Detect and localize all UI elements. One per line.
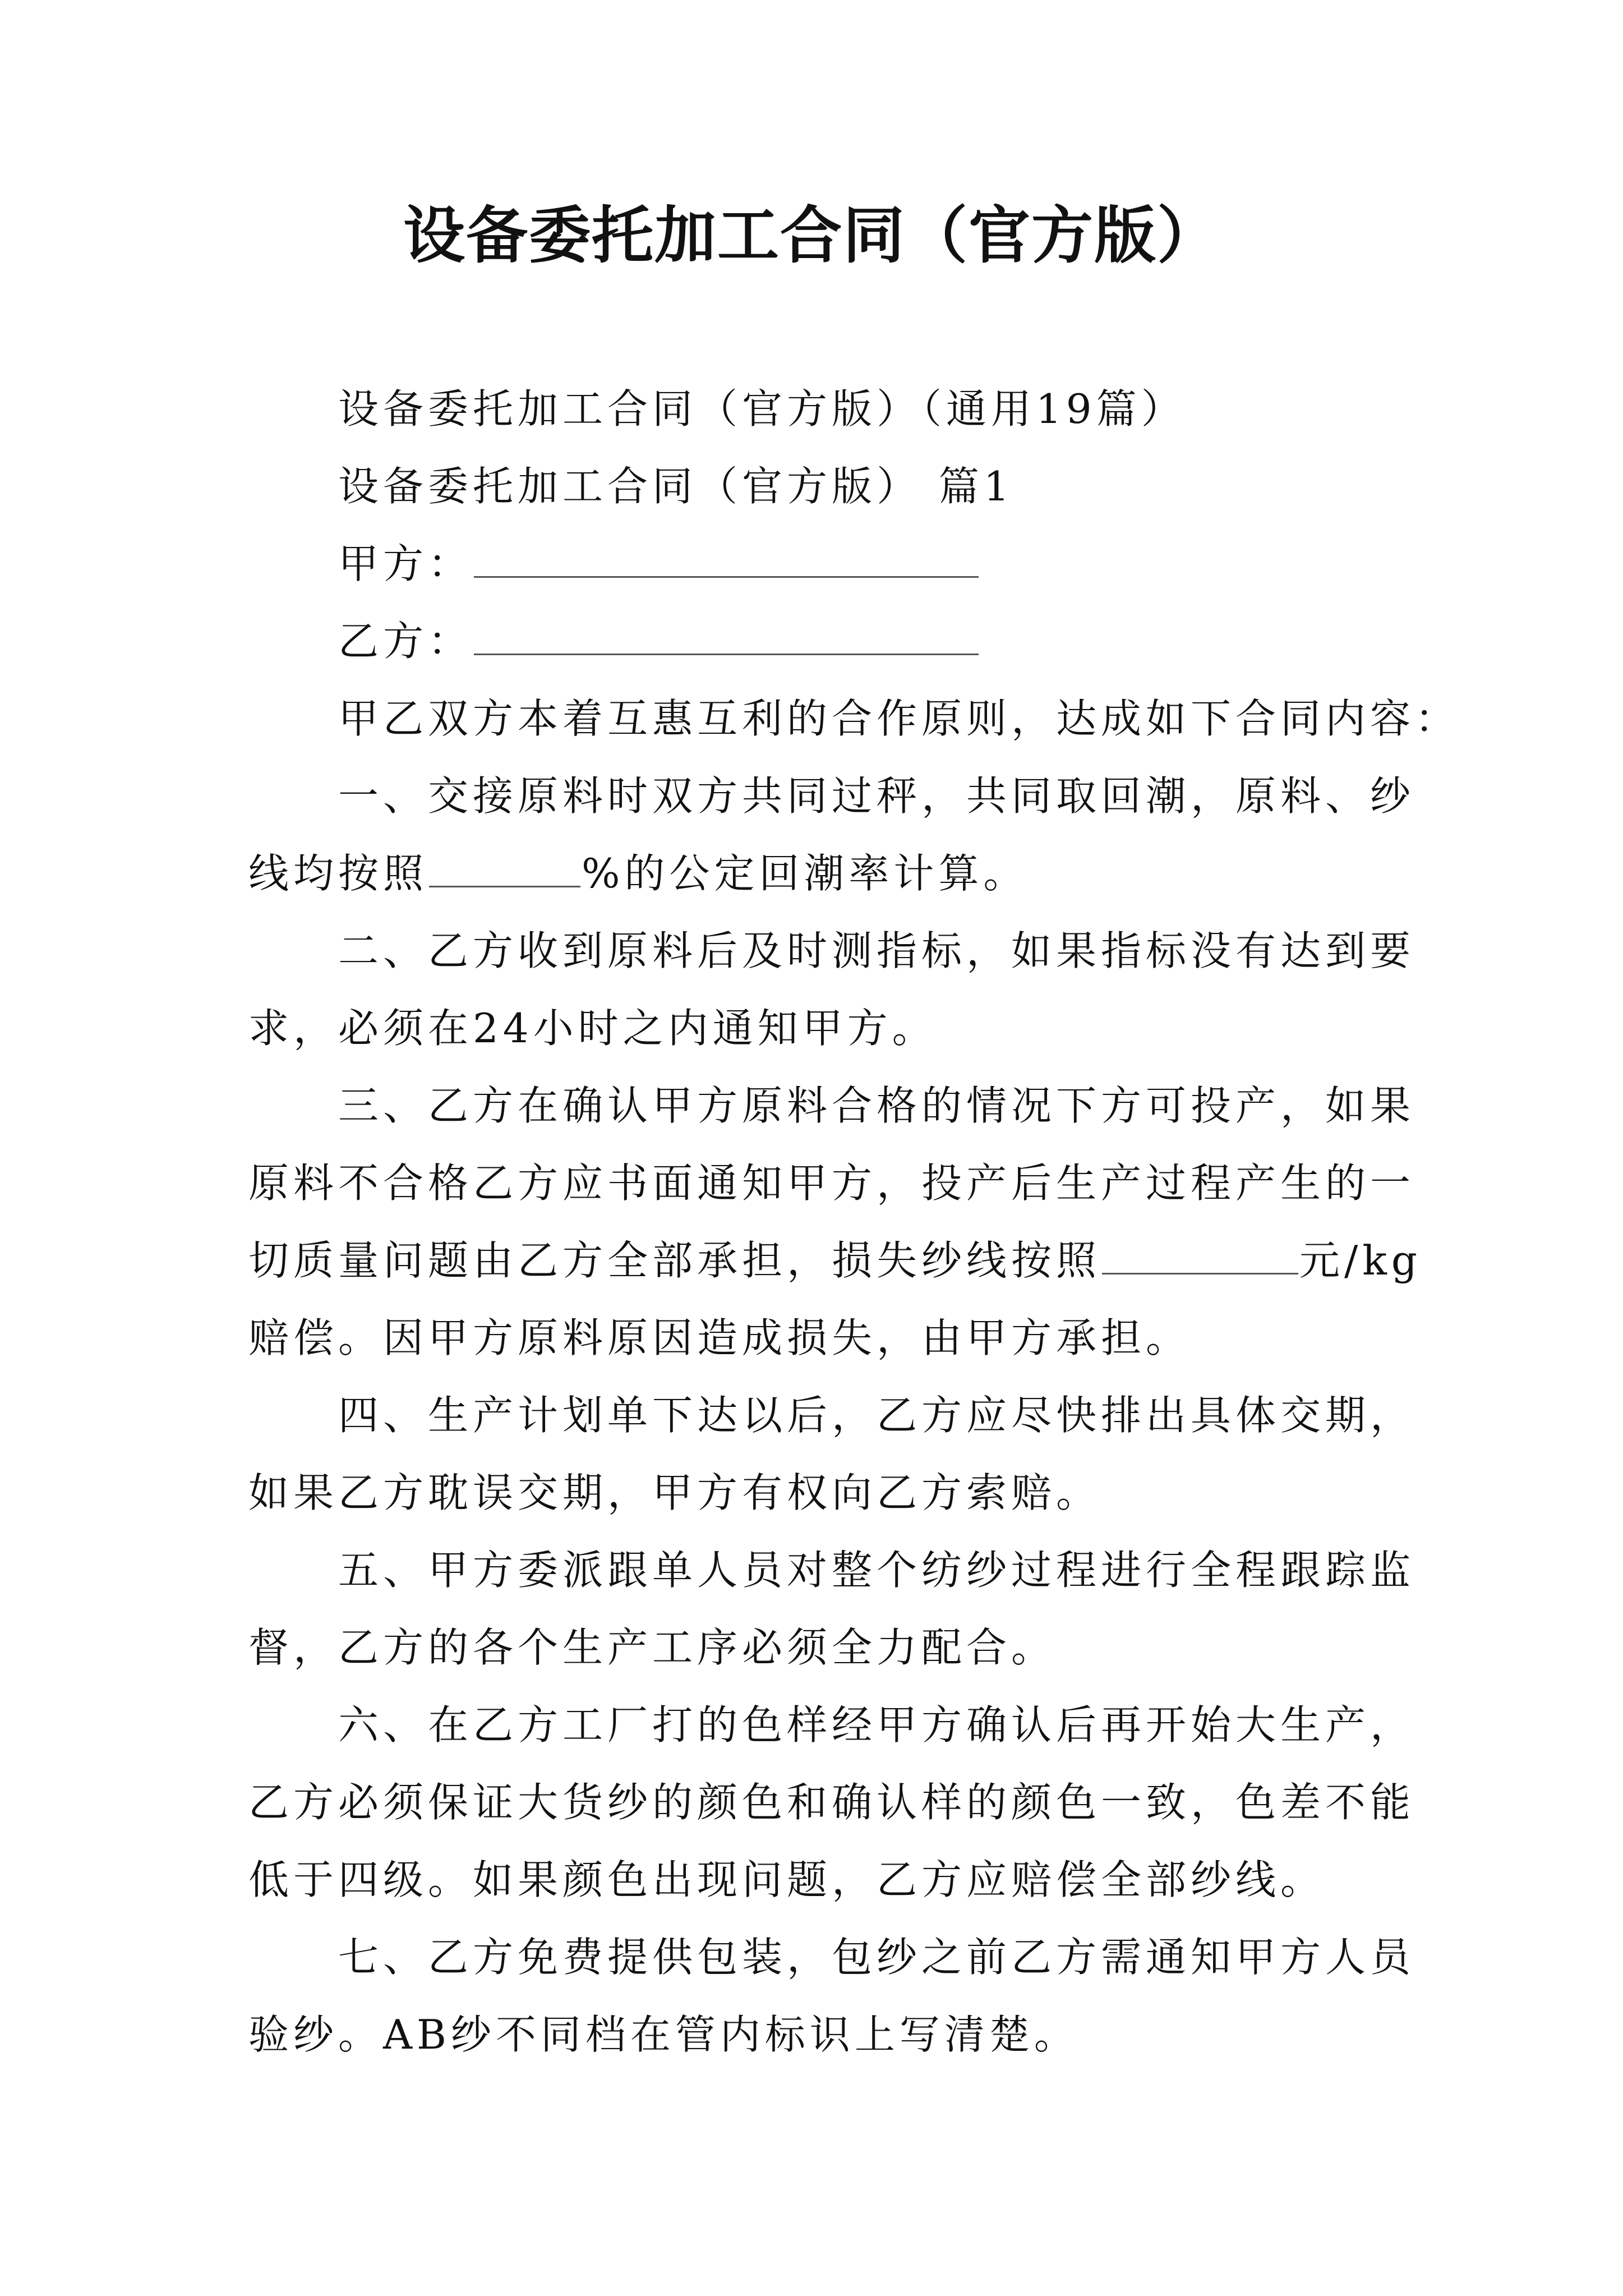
clause-7-line-1: 七、乙方免费提供包装，包纱之前乙方需通知甲方人员 bbox=[338, 1934, 1415, 1981]
clause-3-line-3 bbox=[248, 1222, 1422, 1299]
clause-4-line-1: 四、生产计划单下达以后，乙方应尽快排出具体交期， bbox=[338, 1392, 1415, 1439]
intro-paragraph: 甲乙双方本着互惠互利的合作原则，达成如下合同内容： bbox=[338, 695, 1460, 742]
clause-3-line-1: 三、乙方在确认甲方原料合格的情况下方可投产，如果 bbox=[338, 1082, 1415, 1129]
clause-2-line-2: 求，必须在24小时之内通知甲方。 bbox=[248, 1005, 937, 1052]
section-heading: 设备委托加工合同（官方版） 篇1 bbox=[338, 463, 1014, 510]
clause-3-line-4: 赔偿。因甲方原料原因造成损失，由甲方承担。 bbox=[248, 1314, 1191, 1361]
clause-5-line-2: 督，乙方的各个生产工序必须全力配合。 bbox=[248, 1624, 1057, 1671]
clause-2-line-1: 二、乙方收到原料后及时测指标，如果指标没有达到要 bbox=[338, 927, 1415, 974]
clause-6-line-2: 乙方必须保证大货纱的颜色和确认样的颜色一致，色差不能 bbox=[248, 1779, 1415, 1826]
party-b-row bbox=[248, 602, 1387, 680]
clause-4-line-2: 如果乙方耽误交期，甲方有权向乙方索赔。 bbox=[248, 1469, 1101, 1516]
party-a-row bbox=[248, 525, 1387, 602]
party-b-label: 乙方： bbox=[338, 618, 473, 665]
clause-6-line-3: 低于四级。如果颜色出现问题，乙方应赔偿全部纱线。 bbox=[248, 1856, 1326, 1903]
subtitle: 设备委托加工合同（官方版）（通用19篇） bbox=[338, 385, 1186, 432]
clause-6-line-1: 六、在乙方工厂打的色样经甲方确认后再开始大生产， bbox=[338, 1701, 1415, 1749]
clause-1-text-a: 线均按照 bbox=[248, 850, 428, 897]
clause-1-line-1: 一、交接原料时双方共同过秤，共同取回潮，原料、纱 bbox=[338, 772, 1415, 820]
clause-1-text-b: %的公定回潮率计算。 bbox=[582, 850, 1029, 897]
party-a-label: 甲方： bbox=[338, 540, 473, 587]
clause-3-text-a: 切质量问题由乙方全部承担，损失纱线按照 bbox=[248, 1237, 1101, 1284]
party-a-blank-field bbox=[474, 537, 979, 578]
clause-5-line-1: 五、甲方委派跟单人员对整个纺纱过程进行全程跟踪监 bbox=[338, 1547, 1415, 1594]
document-title: 设备委托加工合同（官方版） bbox=[403, 200, 1220, 272]
clause-3-line-2: 原料不合格乙方应书面通知甲方，投产后生产过程产生的一 bbox=[248, 1159, 1415, 1207]
clause-3-text-b: 元/kg bbox=[1299, 1237, 1422, 1284]
party-b-blank-field bbox=[474, 614, 979, 655]
moisture-rate-blank-field bbox=[429, 846, 580, 887]
clause-1-line-2 bbox=[248, 835, 1387, 912]
compensation-price-blank-field bbox=[1102, 1234, 1298, 1274]
clause-7-line-2: 验纱。AB纱不同档在管内标识上写清楚。 bbox=[248, 2011, 1079, 2058]
document-body bbox=[248, 370, 1460, 2073]
